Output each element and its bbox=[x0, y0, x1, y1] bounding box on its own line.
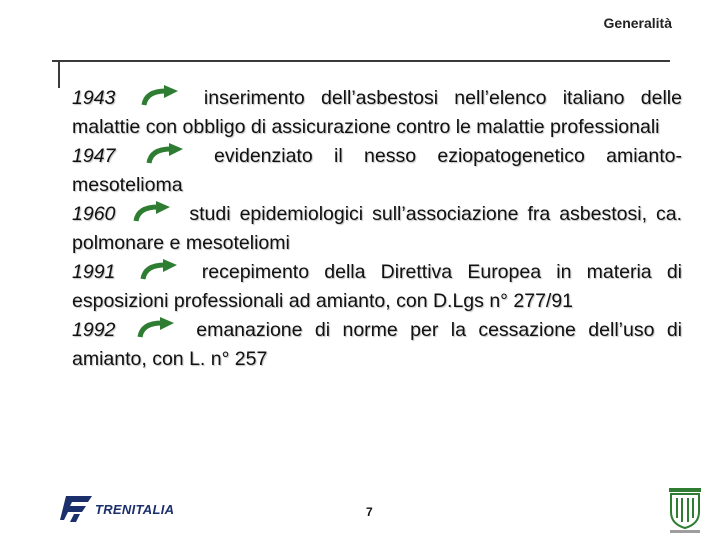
timeline-entry bbox=[72, 200, 682, 258]
page-number: 7 bbox=[366, 505, 373, 519]
entry-year: 1992 bbox=[72, 319, 116, 341]
entry-text: recepimento della Direttiva Europea in materia di esposizioni professionali ad amianto, con D.Lgs n° 277/91 bbox=[72, 261, 682, 312]
entry-year: 1947 bbox=[72, 145, 116, 167]
entry-year: 1960 bbox=[72, 203, 116, 225]
crest-icon bbox=[668, 488, 702, 534]
timeline bbox=[72, 84, 682, 374]
entry-text: emanazione di norme per la cessazione dell’uso di amianto, con L. n° 257 bbox=[72, 319, 683, 370]
timeline-entry bbox=[72, 84, 682, 142]
logo-wordmark: TRENITALIA bbox=[95, 502, 175, 517]
trenitalia-logo bbox=[60, 492, 190, 524]
entry-text: evidenziato il nesso eziopatogenetico amianto-mesotelioma bbox=[72, 145, 683, 196]
entry-year: 1943 bbox=[72, 87, 116, 109]
header-divider bbox=[52, 60, 670, 62]
header-divider-vertical bbox=[58, 60, 60, 88]
entry-year: 1991 bbox=[72, 261, 116, 283]
curved-arrow-icon bbox=[134, 317, 178, 339]
curved-arrow-icon bbox=[138, 85, 182, 107]
timeline-entry bbox=[72, 258, 682, 316]
curved-arrow-icon bbox=[143, 143, 187, 165]
timeline-entry bbox=[72, 142, 682, 200]
timeline-entry bbox=[72, 316, 682, 374]
entry-text: studi epidemiologici sull’associazione fra asbestosi, ca. polmonare e mesoteliomi bbox=[72, 203, 683, 254]
slide-title: Generalità bbox=[603, 15, 672, 31]
curved-arrow-icon bbox=[137, 259, 181, 281]
trenitalia-mark-icon bbox=[60, 492, 94, 524]
curved-arrow-icon bbox=[130, 201, 174, 223]
entry-text: inserimento dell’asbestosi nell’elenco italiano delle malattie con obbligo di assicurazione contro le malattie professionali bbox=[72, 87, 682, 138]
